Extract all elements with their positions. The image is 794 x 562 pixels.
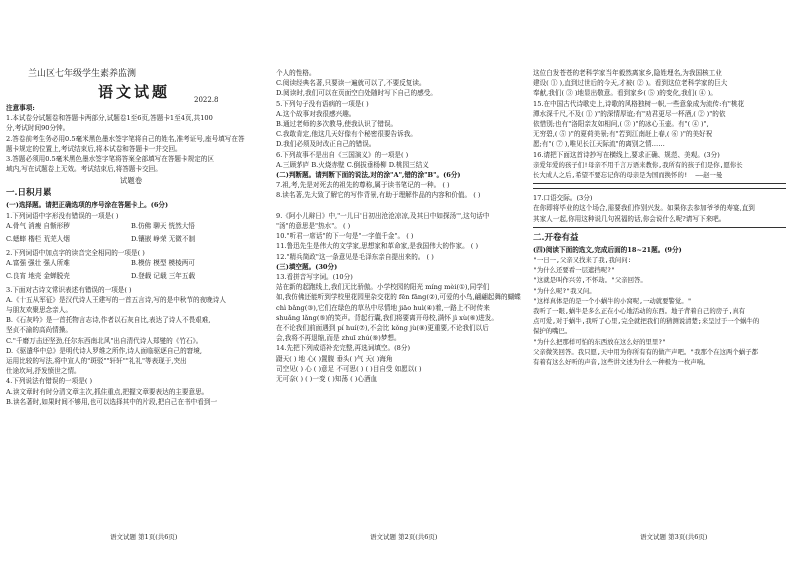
pinyin-line: chì bǎng(③),它们在绿色的草丛中尽情地 jiāo huì(④)着,一路上不时传来 [276,303,490,312]
judge-line: 10."听君一席话"的下一句是"一字值千金"。 ( ) [276,232,414,241]
q3-option-a-cont: 与朋友欢聚思念亲人。 [6,306,72,315]
pinyin-passage [276,282,526,343]
passage-line: "这就是叫作兴劳,不怀劫。"父亲回答。 [533,276,647,285]
passage-line: "这样真体是的是一个小蜗牛的小窝呢,一动就要警觉。" [533,296,692,305]
passage-line: "为什么把那样可怕的东西放在这么好的里里?" [533,337,666,346]
passage-line: 点可爱,对于蜗牛,我听了心里,完全就把我们的猜测说清楚;来呈过于一个蜗牛的 [533,317,760,326]
q3-option-d: D.《驱遣华中总》是明代诗人罗维之所作,诗人面临驱逐自己的窘境, [6,346,202,355]
notice-line: 3.答题必须用0.5毫米黑色墨水签字笔将答案全部填写在答题卡规定的区 [6,155,214,164]
idiom-row: 无可奈( ) ( )一变 ( )知荡 ( )心酒血 [276,375,378,384]
poem-line-2: 长大成人之后,希望不要忘记你的母亲是为国而换怀的! ——赵一曼 [533,171,723,180]
page-2 [276,68,526,384]
q3-option-b: B.《石灰吟》是一首托物言志诗,作者以石灰自比,表达了诗人不畏艰难, [6,316,211,325]
passage-line: 父亲微笑回答。我只愿,天中用为你所有有的做产声吧。"我那个在这两个蜗子都 [533,347,758,356]
subsection-heading-judge: (二)判断题。请判断下面的说法,对的涂"A",错的涂"B"。(6分) [276,171,461,180]
option: B.模仿 模型 模棱两可 [131,258,195,267]
idiom-grid [276,354,526,385]
passage-line: 我听了一眼,蜗牛是多么正在小心地活动的东西。地子背着自己的房子,真有 [533,307,746,316]
question-1-options [6,221,256,248]
poem-author: ——赵一曼 [695,171,723,180]
question-3: 3.下面对古诗文常识表述有错误的一项是( ) [6,285,132,294]
idiom-row: 蹑天( ) 地 心( )置腹 垂头( )气 天( )海角 [276,354,393,363]
poem-line: 亲爱年爱的孩子们!母亲不用千言万语来教你,我所有的孩子们是你,愿你长 [533,160,743,169]
question-line: C.我敢肯定,他这几天好像有个秘密很要告诉我。 [276,130,417,139]
q3-option-d-cont2: 仕途坎坷,抒发愤世之情。 [6,367,81,376]
subsection-heading: (一)选择题。请把正确选项的序号涂在答题卡上。(6分) [6,201,169,210]
exam-date: 2022.8 [194,96,219,104]
question-line: 奉献,我们( ③ )地显出敬意。看到家乡( ⑤ )的变化,我们( ④ )。 [533,89,717,98]
q3-option-b-cont: 坚贞不渝的高尚情操。 [6,326,72,335]
judge-line: 8.读名著,先大致了解它的写作背景,有助于理解作品的内容和价值。 ( ) [276,191,481,200]
notice-title: 注意事项: [6,104,35,112]
notice-line: 2.答卷前考生务必用0.5毫米黑色墨水签字笔将自己的姓名,准考证号,座号填写在答 [6,134,245,143]
section-heading-2: 二.开卷有益 [533,232,579,243]
passage-line: "为什么呢?"我又问。 [533,286,596,295]
reading-passage [533,255,786,367]
idiom-row: 司空见( ) 心 ( )意足 不可思( ) ( )目自受 如愿以( ) [276,364,422,373]
question-line: 这位白发苍苍的老科学家当年毅然离家乡,隐姓埋名,为我国核工业 [533,69,722,77]
q4-option-a: A.读文章时有时分清文章主次,抓住重点,把握文章要表达的主要意思。 [6,387,209,396]
judge-line: "汤"的意思是"热水"。 ( ) [276,222,351,231]
q3-option-c: C."千磨万击还坚劲,任尔东西南北风"出自清代诗人郑燮的《竹石》。 [6,336,203,345]
pinyin-line: 会,我将不再退缩,而是 zhuī zhú(⑨)梦想。 [276,334,401,343]
judge-line: 12."精兵简政"这一条意见是毛泽东亲自提出来的。 ( ) [276,252,434,261]
passage-line: "一日一,父亲又找来了我,我问问: [533,256,632,265]
part-label: 试题卷 [119,176,143,186]
question-line: 15.在中国古代诗歌史上,诗歌的风格独树一帜,一些意象成为流传:有"桃花 [533,99,745,108]
notice-line: 域内,写在试题卷上无效。考试结束后,将答题卡交回。 [6,165,162,174]
question-4: 4.下列说法有错误的一项是( ) [6,377,93,386]
option: A.骨气 消瘦 自惭形秽 [6,221,70,230]
question-line: C.阅读经典名著,只要读一遍就可以了,不要反复读。 [276,79,426,88]
question-line: 潭水深千尺,不及( ① )"的深情厚谊;有"劝君更尽一杯酒,( ② )"的依 [533,109,726,118]
subsection-heading-reading: (四)阅读下面的选文,完成后面的18~21题。(9分) [533,245,682,254]
answer-line [533,227,786,228]
question-line: 建设( ① ),直到过世后的今天,才被( ② )。看到这位老科学家的巨大 [533,79,728,88]
judge-line [276,201,526,211]
answer-line [533,188,786,189]
question-line: 16.请把下面这首诗抄写在横线上,要求正确、规范、美观。(3分) [533,150,720,159]
pinyin-line: 如,我仿佛还能听到学校里花园里杂交花的 fēn fāng(②),可爱的小鸟,翩翩起舞的蝴蝶 [276,293,521,302]
passage-line: 保护的嘴巴。 [533,327,572,336]
option: D.镶嵌 峥荣 无微不制 [131,235,196,244]
question-1: 1.下列词语中字形没有错误的一项是( ) [6,211,119,220]
question-14: 14.先把下列成语补充完整,再选词填空。(8分) [276,344,411,353]
question-line: D.阅读时,我们可以在页面空白处随时写下自己的感受。 [276,89,437,98]
page-title: 语文试题 2022.8 [6,81,256,103]
option: A.富强 强壮 强人所难 [6,258,70,267]
question-line: B.通过老师的多次教导,使我认识了错误。 [276,120,398,129]
page-footer-2: 语文试题 第2页(共6页) [370,533,438,541]
question-17-text: 在你即将毕业的这个场合,需要我们作别兴发。如果你去参加爷爷的寿宴,直到 [533,204,755,213]
pinyin-line: 在不论我们前面遇到 pí huí(⑦),不会比 kǒng jù(⑧)更重要,不论我们以后 [276,324,489,333]
exam-header: 兰山区七年级学生素养监测 [28,69,137,79]
question-line: 6.下列故事不是出自《三国演义》的一项是( ) [276,150,409,159]
question-17-text-2: 其家人一起,你用这种说几句祝福的话,你会说什么呢?请写下来吧。 [533,214,726,223]
option: C.良宵 地壳 金蝉脱壳 [6,272,70,281]
subsection-heading-fill: (三)填空题。(30分) [276,262,338,271]
page-footer-1: 语文试题 第1页(共6页) [110,533,178,541]
page-footer-3: 语文试题 第3页(共6页) [640,533,708,541]
q3-option-d-cont: 运用比较的写法,将中宣人的"斑驳""轩轩""礼礼"等表现于,突出 [6,357,187,366]
pinyin-line: 站在新的起跑线上,我们无比骄傲。小学校园的阳光 míng mèi(①),同学们 [276,283,490,292]
page-3 [533,68,786,367]
page-2-questions [276,68,526,170]
judge-line: 9.《阿小儿辩日》中,"一儿曰'日初出沧沧凉凉,及其日中如探汤'",这句话中 [276,211,490,220]
question-2-options [6,258,256,285]
question-13: 13.看拼音写字词。(10分) [276,273,353,282]
judge-questions [276,180,526,262]
passage-line: 有着有这么好听的声音,这些讲文述为什么一种极为一枚声响。 [533,358,710,367]
q3-option-a: A.《十五从军征》是汉代诗人王建写的一首五言诗,写的是中秋节的夜晚诗人 [6,295,226,304]
section-heading: 一.日积月累 [6,188,52,199]
notice-line: 1.本试卷分试题卷和答题卡两部分,试题卷1至6页,答题卡1至4页,共100 [6,114,213,123]
question-line: 愿;有"( ⑦ ),唯见长江天际流"的离别之情…… [533,140,665,149]
judge-line: 11.鲁迅先生是伟大的文学家,思想家和革命家,是我国伟大的作家。 ( ) [276,242,479,251]
notice-line: 分,考试时间90分钟。 [6,124,70,133]
page-1 [6,68,256,407]
answer-line [533,183,786,184]
passage-line: "为什么还要看一层遮挡呢?" [533,266,615,275]
option: C.蟋蟀 楷栏 荒芜人烟 [6,235,70,244]
option: D.登载 记载 三年五载 [131,272,196,281]
question-line: A.三顾茅庐 B.火烧赤壁 C.倒拔垂杨柳 D.桃园三结义 [276,160,429,169]
question-line: D.我们必须及时改正自己的错误。 [276,140,376,149]
option: B.仿佛 聊天 恍然大悟 [131,221,195,230]
question-line: 5.下列句子没有语病的一项是( ) [276,99,369,108]
question-line: 无穷碧,( ⑤ )"的夏荷美景;有"若到江南赶上春,( ⑥ )"的美好祝 [533,130,713,139]
pinyin-line: shuǎng lǎng(⑤)的笑声。背起行囊,我们将要离开母校,满怀 jì xù(⑥)进发。 [276,313,498,322]
q4-option-b: B.读名著时,如果时间不够用,也可以选择其中的片段,把自己在书中看到一 [6,397,218,406]
question-line: 依惜别;也有"洛阳亲友如相问,( ③ )"的冰心玉壶。有"( ④ )", [533,120,709,129]
question-17: 17.口语交际。(3分) [533,194,593,203]
notice-line: 题卡规定的位置上,考试结束后,将本试卷和答题卡一并交回。 [6,144,182,153]
notice-list [6,113,256,174]
question-line: 个人的性格。 [276,69,316,77]
question-2: 2.下列词语中加点字的读音完全相同的一项是( ) [6,248,145,257]
question-line: A.这个故事对我很感兴趣。 [276,109,356,118]
judge-line: 7.祖,考,先是对死去的祖先的尊称,属于读书笔记的一种。 ( ) [276,181,450,190]
page-3-questions [533,68,786,160]
